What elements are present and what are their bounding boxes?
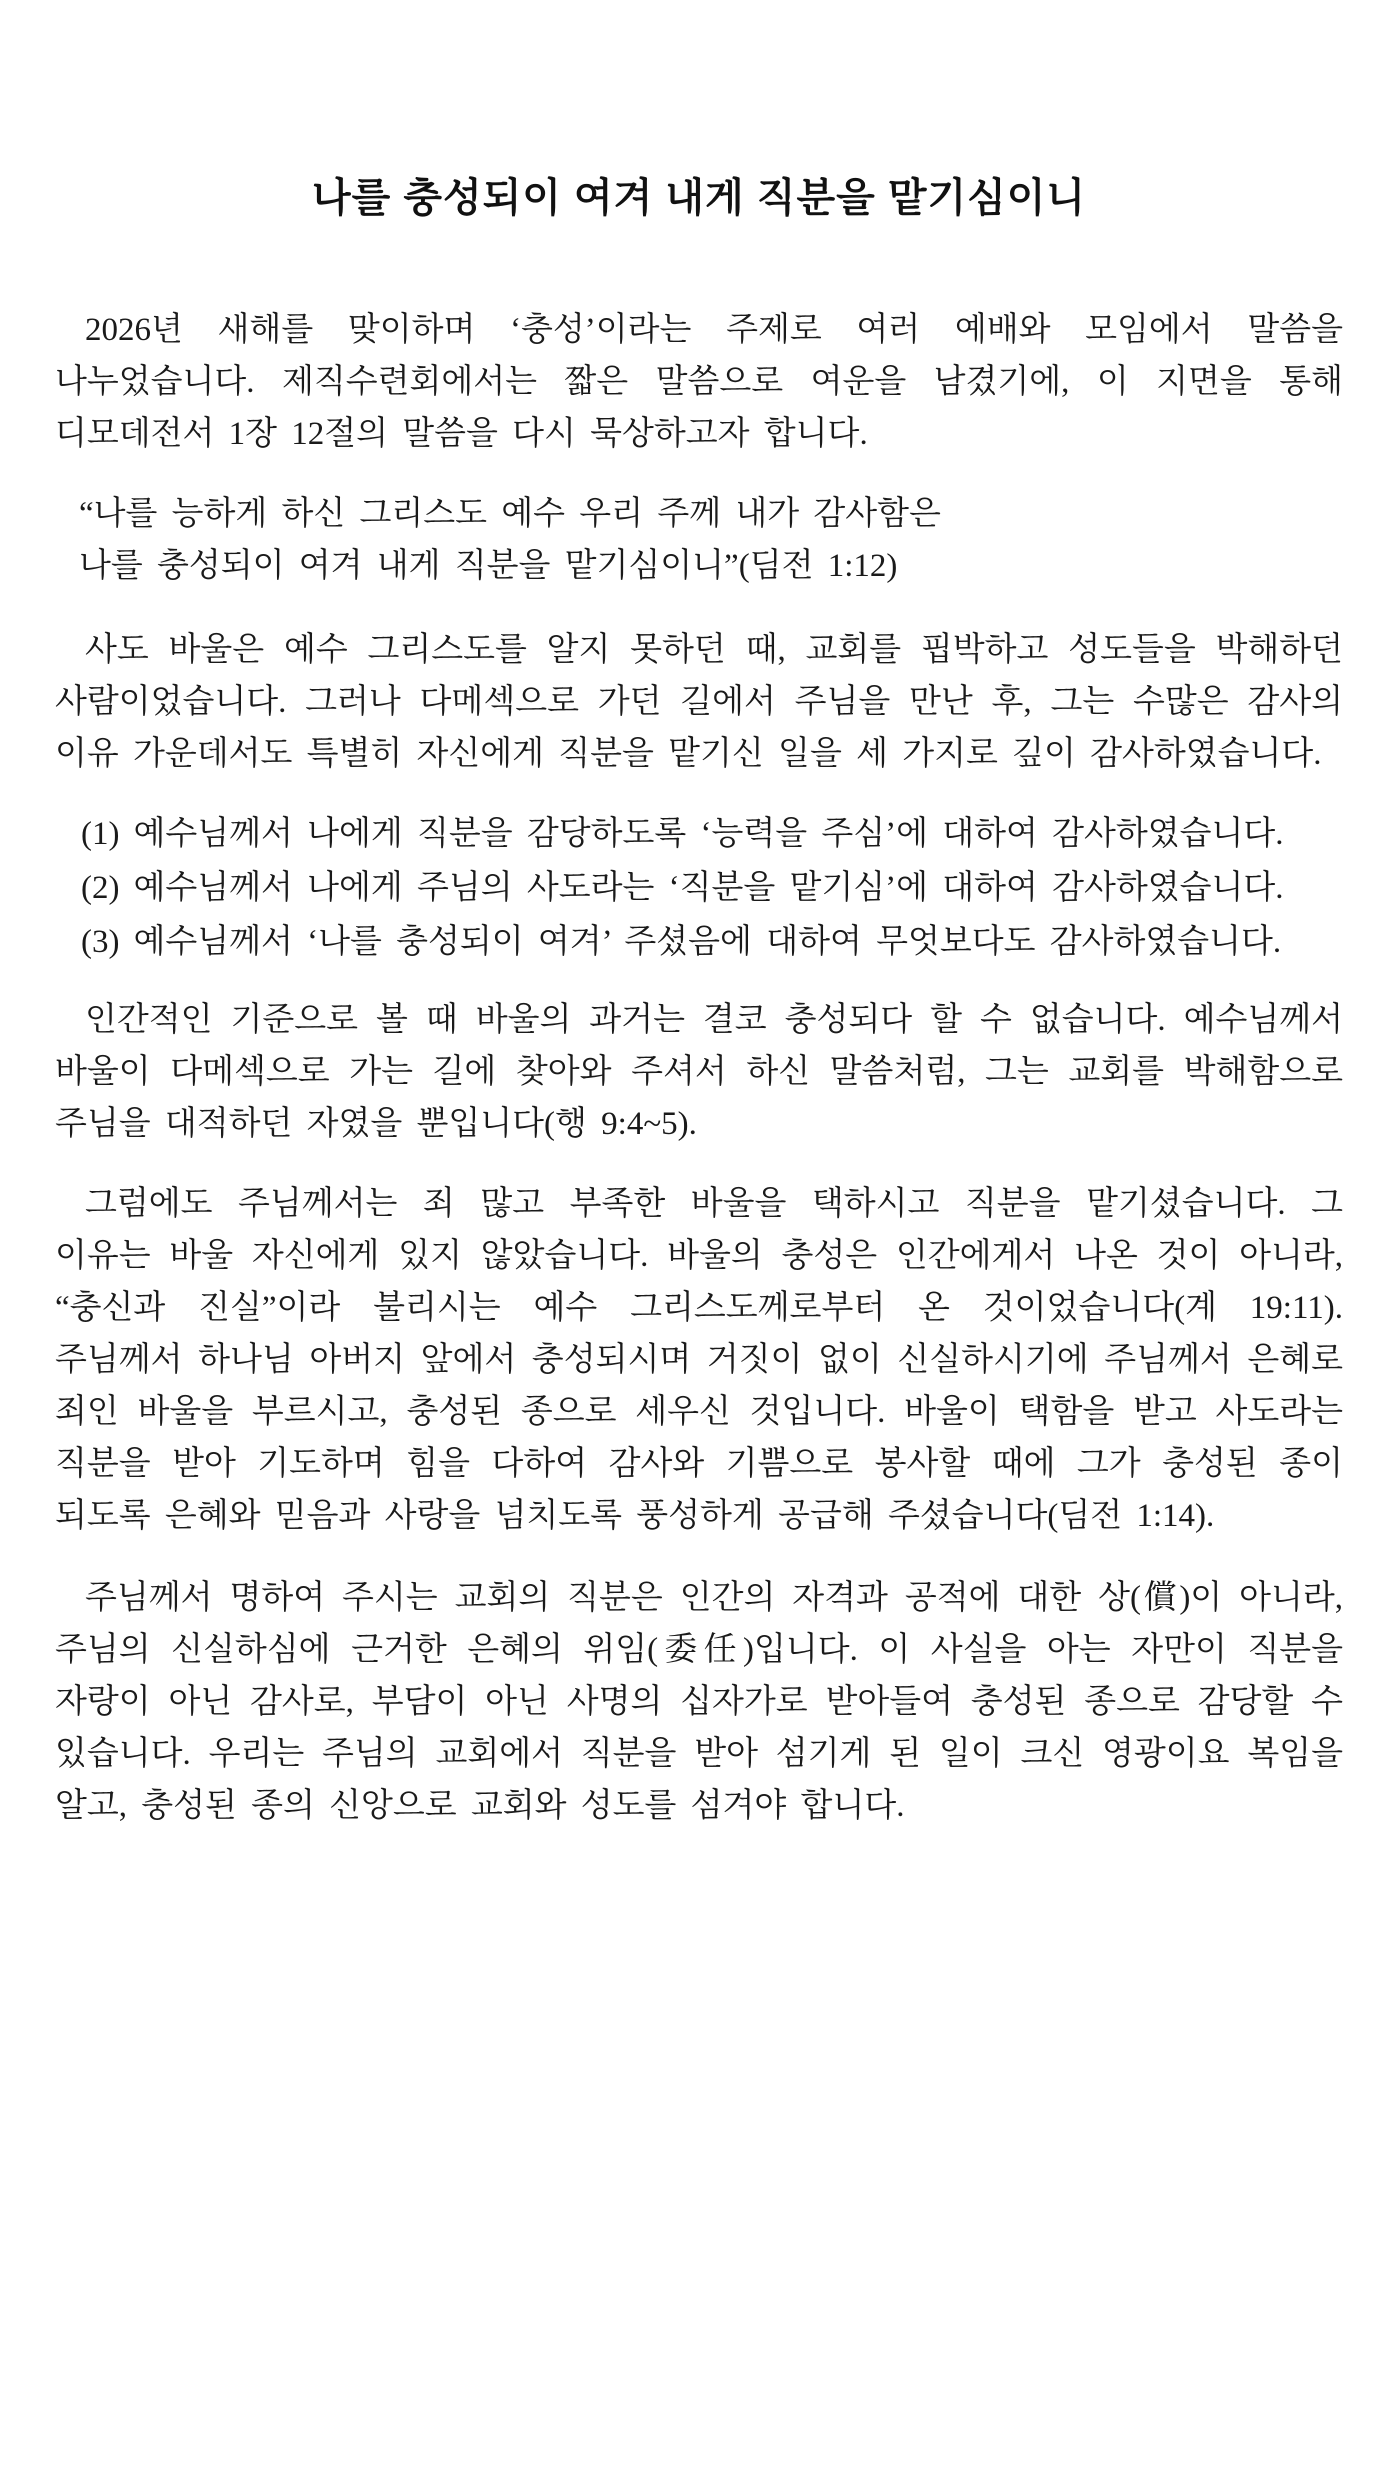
quote-line-2: 나를 충성되이 여겨 내게 직분을 맡기심이니”(딤전 1:12) — [79, 548, 898, 584]
list-marker-2: (2) — [81, 870, 120, 906]
human-standard-paragraph: 인간적인 기준으로 볼 때 바울의 과거는 결코 충성되다 할 수 없습니다. 예수님께서 바울이 다메섹으로 가는 길에 찾아와 주셔서 하신 말씀처럼, 그는 교회를 박해함으로 주님을 대적하던 자였을 뿐입니다(행 9:4~5). — [55, 1002, 1343, 1142]
closing-paragraph: 주님께서 명하여 주시는 교회의 직분은 인간의 자격과 공적에 대한 상(償)이 아니라, 주님의 신실하심에 근거한 은혜의 위임(委任)입니다. 이 사실을 아는 자만이 직분을 자랑이 아닌 감사로, 부담이 아닌 사명의 십자가로 받아들여 충성된 종으로 감당할 수 있습니다. 우리는 주님의 교회에서 직분을 받아 섬기게 된 일이 크신 영광이요 복임을 알고, 충성된 종의 신앙으로 교회와 성도를 섬겨야 합니다. — [55, 1580, 1343, 1824]
scripture-quote — [55, 488, 1343, 592]
intro-paragraph: 2026년 새해를 맞이하며 ‘충성’이라는 주제로 여러 예배와 모임에서 말씀을 나누었습니다. 제직수련회에서는 짧은 말씀으로 여운을 남겼기에, 이 지면을 통해 디모데전서 1장 12절의 말씀을 다시 묵상하고자 합니다. — [55, 312, 1343, 452]
gratitude-list — [55, 808, 1343, 968]
list-item-3-text: 예수님께서 ‘나를 충성되이 여겨’ 주셨음에 대하여 무엇보다도 감사하였습니다. — [133, 924, 1282, 960]
list-marker-1: (1) — [81, 816, 120, 852]
quote-line-1: “나를 능하게 하신 그리스도 예수 우리 주께 내가 감사함은 — [79, 496, 941, 532]
list-item-3 — [81, 916, 1343, 968]
list-marker-3: (3) — [81, 924, 120, 960]
list-item-1-text: 예수님께서 나에게 직분을 감당하도록 ‘능력을 주심’에 대하여 감사하였습니다. — [133, 816, 1284, 852]
list-item-2-text: 예수님께서 나에게 주님의 사도라는 ‘직분을 맡기심’에 대하여 감사하였습니다. — [133, 870, 1284, 906]
list-item-1 — [81, 808, 1343, 860]
list-item-2 — [81, 862, 1343, 914]
page-title: 나를 충성되이 여겨 내게 직분을 맡기심이니 — [311, 176, 1087, 220]
paul-paragraph: 사도 바울은 예수 그리스도를 알지 못하던 때, 교회를 핍박하고 성도들을 박해하던 사람이었습니다. 그러나 다메섹으로 가던 길에서 주님을 만난 후, 그는 수많은 감사의 이유 가운데서도 특별히 자신에게 직분을 맡기신 일을 세 가지로 깊이 감사하였습니다. — [55, 632, 1343, 772]
grace-paragraph: 그럼에도 주님께서는 죄 많고 부족한 바울을 택하시고 직분을 맡기셨습니다. 그 이유는 바울 자신에게 있지 않았습니다. 바울의 충성은 인간에게서 나온 것이 아니라, “충신과 진실”이라 불리시는 예수 그리스도께로부터 온 것이었습니다(계 19:11). 주님께서 하나님 아버지 앞에서 충성되시며 거짓이 없이 신실하시기에 주님께서 은혜로 죄인 바울을 부르시고, 충성된 종으로 세우신 것입니다. 바울이 택함을 받고 사도라는 직분을 받아 기도하며 힘을 다하여 감사와 기쁨으로 봉사할 때에 그가 충성된 종이 되도록 은혜와 믿음과 사랑을 넘치도록 풍성하게 공급해 주셨습니다(딤전 1:14). — [55, 1186, 1343, 1534]
